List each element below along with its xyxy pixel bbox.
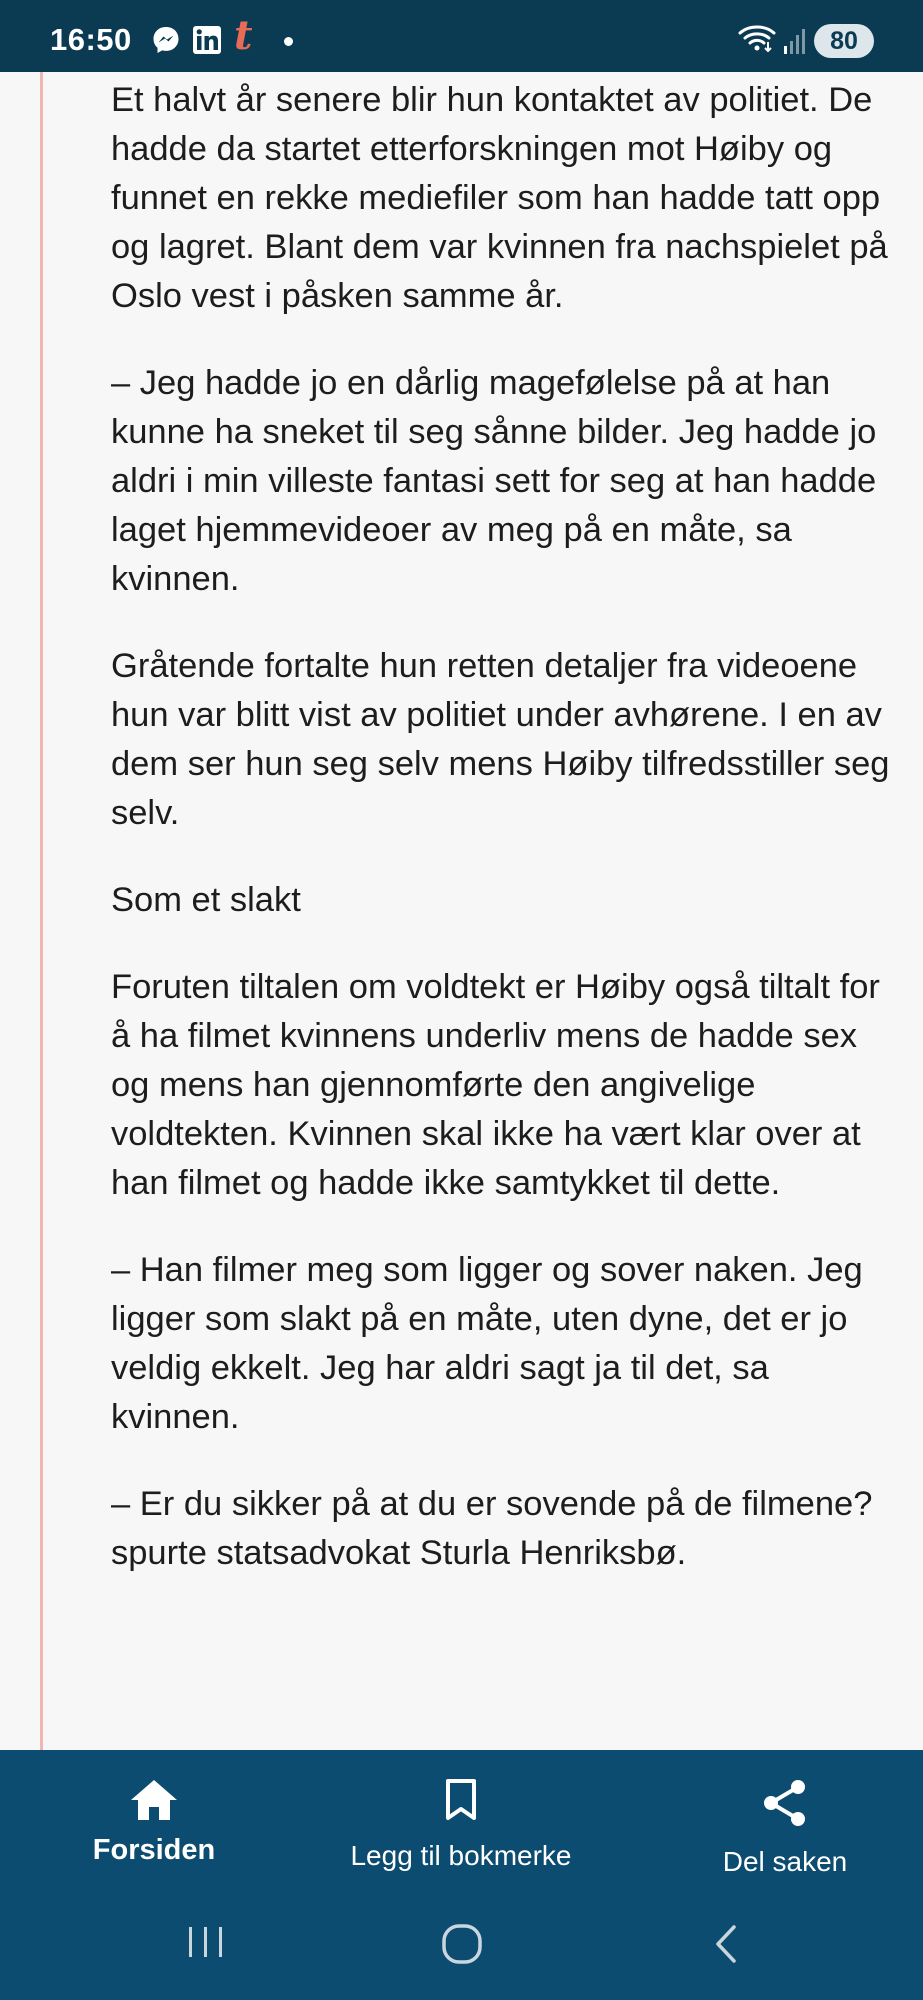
article-paragraph: Gråtende fortalte hun retten detaljer fra videoene hun var blitt vist av politiet under avhørene. I en av dem ser hun seg selv mens Høiby tilfredsstiller seg selv. <box>111 647 890 832</box>
article-paragraph: Foruten tiltalen om voldtekt er Høiby også tiltalt for å ha filmet kvinnens underliv mens de hadde sex og mens han gjennomførte den angivelige voldtekten. Kvinnen skal ikke ha vært klar over at han filmet og hadde ikke samtykket til dette. <box>111 968 880 1202</box>
article-paragraph: – Jeg hadde jo en dårlig magefølelse på at han kunne ha sneket til seg sånne bilder. Jeg hadde jo aldri i min villeste fantasi sett for seg at han hadde laget hjemmevideoer av meg på en måte, sa kvinnen. <box>111 364 877 598</box>
status-bar <box>0 0 923 72</box>
article-paragraph: Et halvt år senere blir hun kontaktet av politiet. De hadde da startet etterforskningen mot Høiby og funnet en rekke mediefiler som han hadde tatt opp og lagret. Blant dem var kvinnen fra nachspielet på Oslo vest i påsken samme år. <box>111 81 888 315</box>
system-navigation-bar <box>0 1900 923 2000</box>
recent-apps-icon[interactable] <box>184 1922 228 1962</box>
article-paragraph: – Han filmer meg som ligger og sover naken. Jeg ligger som slakt på en måte, uten dyne, det er jo veldig ekkelt. Jeg har aldri sagt ja til det, sa kvinnen. <box>111 1251 863 1436</box>
dot-icon <box>284 37 293 46</box>
home-icon <box>129 1778 179 1822</box>
nav-home-label: Forsiden <box>92 1834 216 1866</box>
messenger-icon <box>152 25 180 55</box>
nav-bookmark-label: Legg til bokmerke <box>350 1840 572 1871</box>
article-subheading: Som et slakt <box>111 881 301 919</box>
article-content[interactable] <box>0 72 923 1750</box>
t-app-icon: t <box>234 12 253 59</box>
signal-icon <box>782 26 808 56</box>
back-icon[interactable] <box>706 1922 746 1966</box>
share-icon <box>760 1778 810 1828</box>
home-circle-icon[interactable] <box>440 1922 484 1966</box>
article-accent-line <box>40 72 43 1750</box>
wifi-icon <box>738 24 776 54</box>
nav-bookmark-button[interactable] <box>326 1778 596 1872</box>
nav-share-button[interactable] <box>690 1778 880 1878</box>
bookmark-icon <box>441 1778 481 1822</box>
status-time: 16:50 <box>50 22 132 57</box>
nav-share-label: Del saken <box>722 1846 848 1877</box>
linkedin-icon <box>192 25 222 55</box>
article-body <box>111 76 891 1616</box>
battery-indicator: 80 <box>814 24 874 58</box>
article-paragraph: – Er du sikker på at du er sovende på de filmene? spurte statsadvokat Sturla Henriksbø. <box>111 1485 873 1572</box>
nav-home-button[interactable] <box>68 1778 240 1867</box>
bottom-navigation <box>0 1750 923 2000</box>
